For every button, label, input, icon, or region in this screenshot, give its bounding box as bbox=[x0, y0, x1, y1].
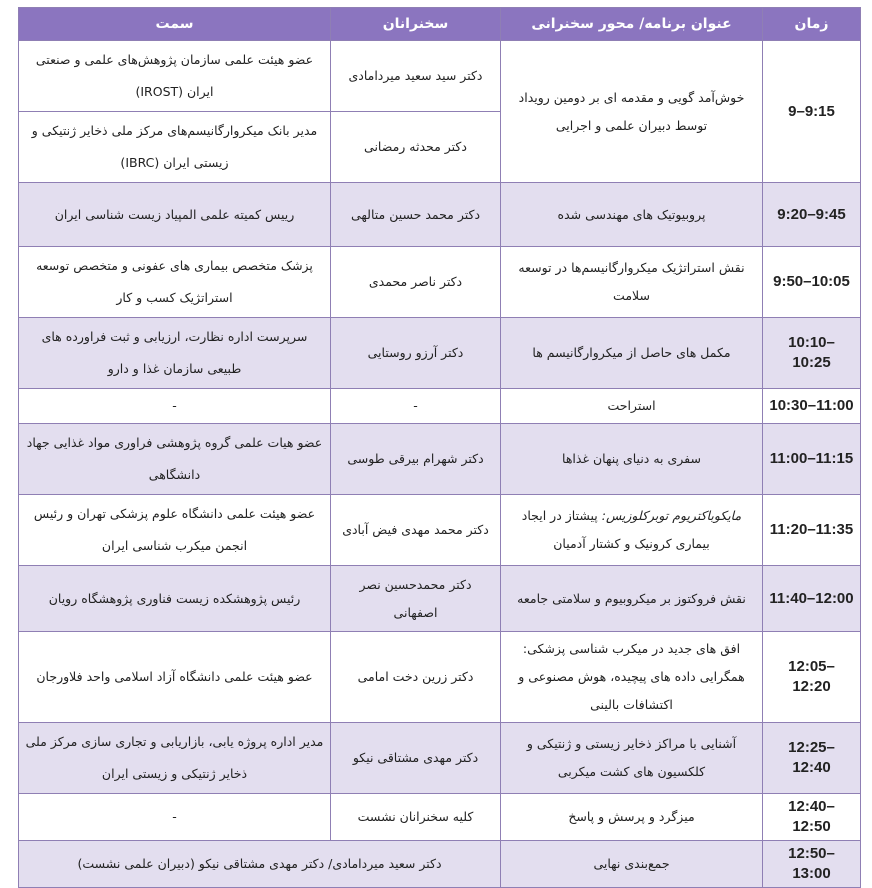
header-time: زمان bbox=[763, 8, 861, 41]
time-cell: 11:40–12:00 bbox=[763, 566, 861, 632]
speaker-cell: دکتر ناصر محمدی bbox=[331, 247, 501, 318]
speaker-cell: - bbox=[331, 389, 501, 424]
position-cell: عضو هیئت علمی دانشگاه آزاد اسلامی واحد فلاورجان bbox=[19, 632, 331, 723]
speaker-cell: دکتر آرزو روستایی bbox=[331, 318, 501, 389]
time-cell: 10:10–10:25 bbox=[763, 318, 861, 389]
position-cell: رئیس پژوهشکده زیست فناوری پژوهشگاه رویان bbox=[19, 566, 331, 632]
title-cell: خوش‌آمد گویی و مقدمه ای بر دومین رویداد توسط دبیران علمی و اجرایی bbox=[501, 41, 763, 183]
position-cell: سرپرست اداره نظارت، ارزیابی و ثبت فراورده های طبیعی سازمان غذا و دارو bbox=[19, 318, 331, 389]
table-row bbox=[19, 247, 861, 318]
position-cell: مدیر بانک میکروارگانیسم‌های مرکز ملی ذخایر ژنتیکی و زیستی ایران (IBRC) bbox=[19, 112, 331, 183]
time-cell: 12:40–12:50 bbox=[763, 794, 861, 841]
title-cell: افق های جدید در میکرب شناسی پزشکی: همگرایی داده های پیچیده، هوش مصنوعی و اکتشافات بالینی bbox=[501, 632, 763, 723]
table-row bbox=[19, 424, 861, 495]
position-cell: عضو هیات علمی گروه پژوهشی فراوری مواد غذایی جهاد دانشگاهی bbox=[19, 424, 331, 495]
table-row bbox=[19, 318, 861, 389]
speaker-cell: دکتر سید سعید میردامادی bbox=[331, 41, 501, 112]
title-cell: نقش فروکتوز بر میکروبیوم و سلامتی جامعه bbox=[501, 566, 763, 632]
title-cell: پروبیوتیک های مهندسی شده bbox=[501, 183, 763, 247]
position-cell: عضو هیئت علمی دانشگاه علوم پزشکی تهران و رئیس انجمن میکرب شناسی ایران bbox=[19, 495, 331, 566]
speaker-cell: دکتر محمد مهدی فیض آبادی bbox=[331, 495, 501, 566]
title-cell bbox=[501, 495, 763, 566]
time-cell: 11:20–11:35 bbox=[763, 495, 861, 566]
time-cell: 10:30–11:00 bbox=[763, 389, 861, 424]
table-row bbox=[19, 723, 861, 794]
title-italic: مایکوباکتریوم توبرکلوزیس: bbox=[601, 508, 742, 523]
header-speakers: سخنرانان bbox=[331, 8, 501, 41]
table-row bbox=[19, 841, 861, 888]
table-row bbox=[19, 41, 861, 112]
time-cell: 9:20–9:45 bbox=[763, 183, 861, 247]
position-cell: پزشک متخصص بیماری های عفونی و متخصص توسعه استراتژیک کسب و کار bbox=[19, 247, 331, 318]
table-row bbox=[19, 389, 861, 424]
time-cell: 9–9:15 bbox=[763, 41, 861, 183]
speaker-cell: دکتر مهدی مشتاقی نیکو bbox=[331, 723, 501, 794]
speaker-cell: دکتر شهرام بیرقی طوسی bbox=[331, 424, 501, 495]
title-cell: سفری به دنیای پنهان غذاها bbox=[501, 424, 763, 495]
title-cell: جمع‌بندی نهایی bbox=[501, 841, 763, 888]
table-row bbox=[19, 632, 861, 723]
title-rest: پیشتاز در ایجاد بیماری کرونیک و کشتار آدمیان bbox=[521, 508, 710, 551]
time-cell: 12:05–12:20 bbox=[763, 632, 861, 723]
title-cell: میزگرد و پرسش و پاسخ bbox=[501, 794, 763, 841]
header-row bbox=[19, 8, 861, 41]
title-cell: مکمل های حاصل از میکروارگانیسم ها bbox=[501, 318, 763, 389]
schedule bbox=[18, 7, 860, 888]
table-row bbox=[19, 183, 861, 247]
position-cell: رییس کمیته علمی المپیاد زیست شناسی ایران bbox=[19, 183, 331, 247]
table-row bbox=[19, 794, 861, 841]
merged-speakers-cell: دکتر سعید میردامادی/ دکتر مهدی مشتاقی نیکو (دبیران علمی نشست) bbox=[19, 841, 501, 888]
table-row bbox=[19, 566, 861, 632]
time-cell: 9:50–10:05 bbox=[763, 247, 861, 318]
position-cell: - bbox=[19, 389, 331, 424]
header-title: عنوان برنامه/ محور سخنرانی bbox=[501, 8, 763, 41]
speaker-cell: دکتر محمدحسین نصر اصفهانی bbox=[331, 566, 501, 632]
speaker-cell: دکتر محدثه رمضانی bbox=[331, 112, 501, 183]
speaker-cell: دکتر زرین دخت امامی bbox=[331, 632, 501, 723]
title-cell: آشنایی با مراکز ذخایر زیستی و ژنتیکی و کلکسیون های کشت میکربی bbox=[501, 723, 763, 794]
title-cell: نقش استراتژیک میکروارگانیسم‌ها در توسعه سلامت bbox=[501, 247, 763, 318]
time-cell: 11:00–11:15 bbox=[763, 424, 861, 495]
schedule-table bbox=[18, 7, 861, 888]
position-cell: - bbox=[19, 794, 331, 841]
position-cell: عضو هیئت علمی سازمان پژوهش‌های علمی و صنعتی ایران (IROST) bbox=[19, 41, 331, 112]
title-cell: استراحت bbox=[501, 389, 763, 424]
header-position: سمت bbox=[19, 8, 331, 41]
time-cell: 12:50–13:00 bbox=[763, 841, 861, 888]
table-row bbox=[19, 495, 861, 566]
time-cell: 12:25–12:40 bbox=[763, 723, 861, 794]
speaker-cell: کلیه سخنرانان نشست bbox=[331, 794, 501, 841]
speaker-cell: دکتر محمد حسین متالهی bbox=[331, 183, 501, 247]
position-cell: مدیر اداره پروژه یابی، بازاریابی و تجاری سازی مرکز ملی ذخایر ژنتیکی و زیستی ایران bbox=[19, 723, 331, 794]
